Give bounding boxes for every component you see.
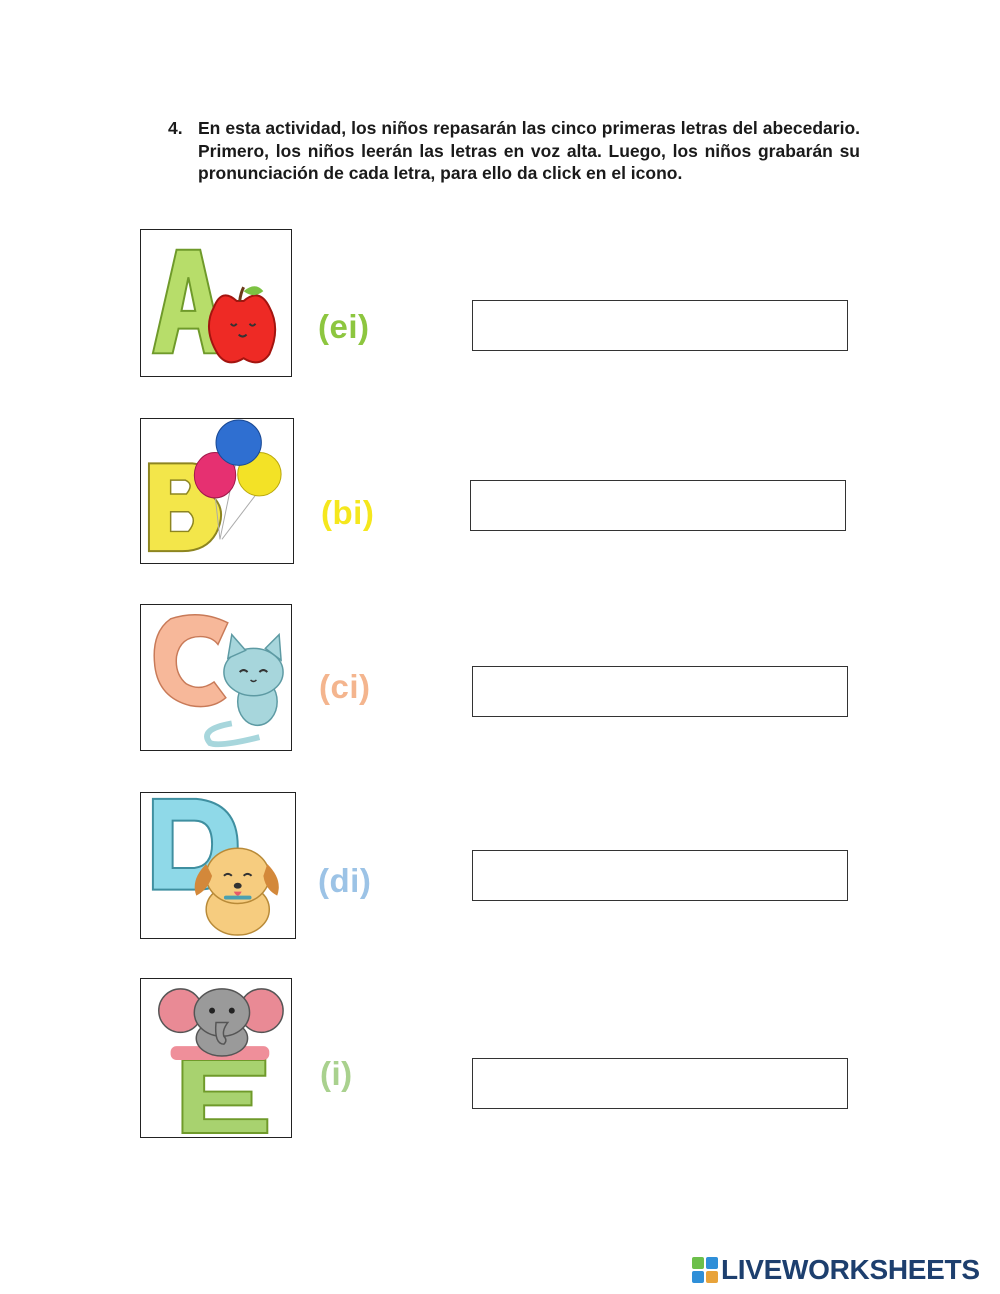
- apple-icon: [141, 230, 291, 376]
- letter-card-e: [140, 978, 292, 1138]
- liveworksheets-logo-icon: [692, 1257, 718, 1283]
- brand-name: LIVEWORKSHEETS: [721, 1254, 980, 1285]
- pronunciation-a: (ei): [318, 308, 370, 345]
- instruction: [168, 117, 860, 185]
- instruction-text: En esta actividad, los niños repasarán las cinco primeras letras del abecedario. Primero, los niños leerán las letras en voz alta. Luego, los niños grabarán su pronunciación de cada letra, para ello da click en el icono.: [198, 118, 860, 183]
- answer-field-a[interactable]: [472, 300, 848, 351]
- letter-card-b: [140, 418, 294, 564]
- instruction-number: 4.: [168, 118, 183, 138]
- letter-card-a: [140, 229, 292, 377]
- pronunciation-c: (ci): [319, 668, 371, 705]
- answer-field-c[interactable]: [472, 666, 848, 717]
- letter-card-c: [140, 604, 292, 751]
- answer-field-e[interactable]: [472, 1058, 848, 1109]
- balloons-icon: [141, 419, 293, 563]
- dog-icon: [141, 793, 295, 938]
- liveworksheets-branding: [692, 1252, 980, 1288]
- letter-card-d: [140, 792, 296, 939]
- cat-icon: [141, 605, 291, 750]
- answer-field-b[interactable]: [470, 480, 846, 531]
- pronunciation-b: (bi): [321, 494, 375, 531]
- answer-field-d[interactable]: [472, 850, 848, 901]
- elephant-icon: [141, 979, 291, 1137]
- pronunciation-d: (di): [318, 862, 372, 899]
- pronunciation-e: (i): [320, 1055, 353, 1092]
